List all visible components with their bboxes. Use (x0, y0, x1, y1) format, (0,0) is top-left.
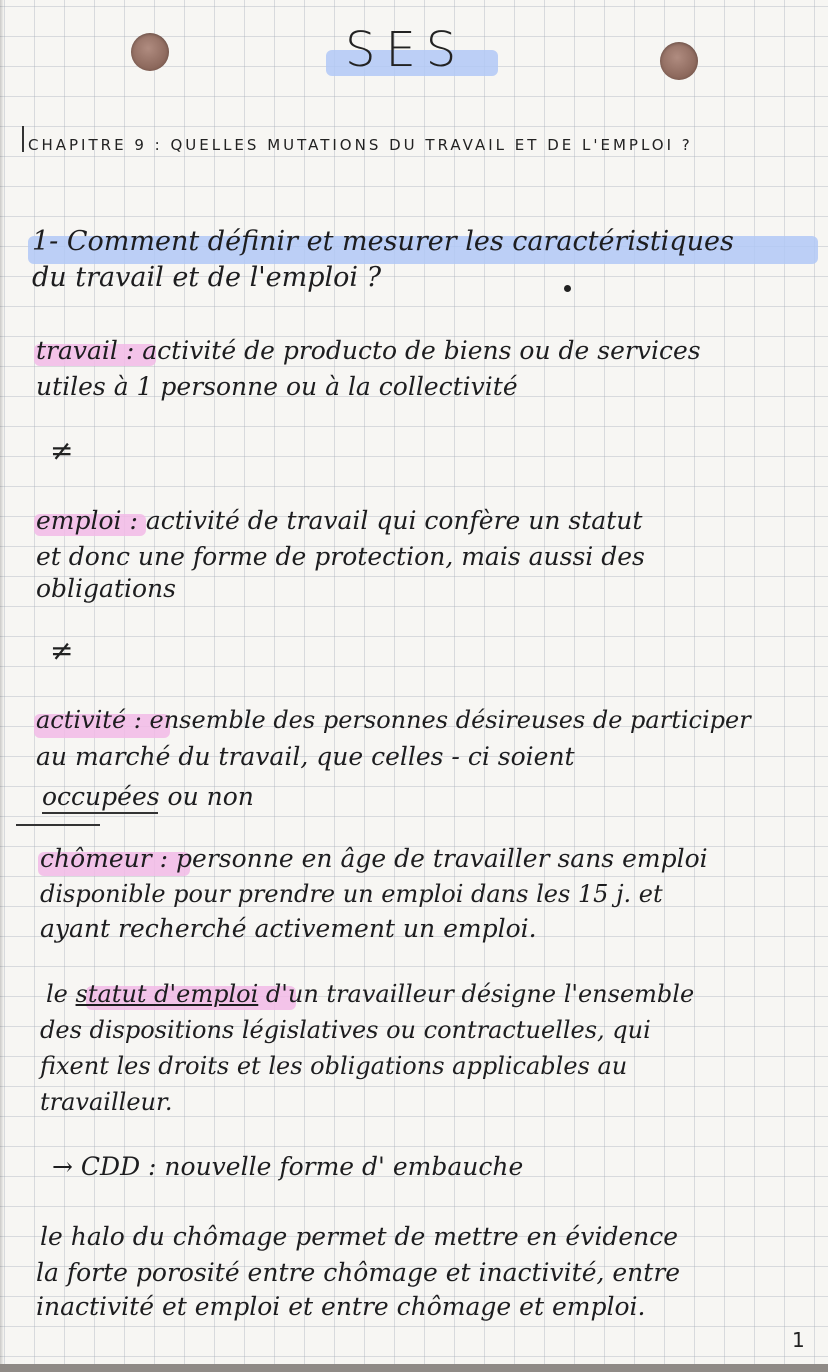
travail-definition-line-1 (36, 336, 701, 365)
chomeur-definition-line-2: disponible pour prendre un emploi dans les 15 j. et (40, 880, 663, 908)
term-chomeur: chômeur (40, 844, 152, 873)
emploi-definition-line-3: obligations (36, 574, 176, 603)
halo-line-2: la forte porosité entre chômage et inactivité, entre (36, 1258, 681, 1287)
binder-hole-left (131, 33, 169, 71)
statut-definition-text: d'un travailleur désigne l'ensemble (265, 980, 695, 1008)
statut-definition-line-4: travailleur. (40, 1088, 173, 1116)
activite-definition-line-2: au marché du travail, que celles - ci soient (36, 742, 575, 771)
chapter-bar (22, 126, 24, 152)
emploi-definition-line-1 (36, 506, 642, 535)
emploi-definition-line-2: et donc une forme de protection, mais aussi des (36, 542, 645, 571)
binder-hole-right (660, 42, 698, 80)
halo-line-3: inactivité et emploi et entre chômage et emploi. (36, 1292, 646, 1321)
chapter-heading: CHAPITRE 9 : QUELLES MUTATIONS DU TRAVAIL ET DE L'EMPLOI ? (28, 136, 693, 154)
term-travail: travail (36, 336, 118, 365)
activite-definition-text: : ensemble des personnes désireuses de participer (133, 706, 751, 734)
activite-definition-line-1 (36, 706, 751, 734)
bullet-dot (564, 285, 571, 292)
emploi-definition-text: : activité de travail qui confère un statut (129, 506, 643, 535)
chomeur-definition-text: : personne en âge de travailler sans emploi (159, 844, 708, 873)
term-statut-emploi: statut d'emploi (75, 980, 259, 1008)
travail-definition-line-2: utiles à 1 personne ou à la collectivité (36, 372, 518, 401)
page-title: SES (345, 22, 467, 78)
statut-definition-line-1 (46, 980, 694, 1008)
page-edge-shadow (0, 0, 4, 1372)
cdd-note: → CDD : nouvelle forme d' embauche (52, 1152, 524, 1181)
travail-definition-text: : activité de producto de biens ou de services (125, 336, 701, 365)
halo-line-1: le halo du chômage permet de mettre en évidence (40, 1222, 679, 1251)
chomeur-definition-line-3: ayant recherché activement un emploi. (40, 914, 537, 943)
term-activite: activité (36, 706, 127, 734)
section-title-line-2: du travail et de l'emploi ? (32, 262, 382, 293)
statut-definition-line-3: fixent les droits et les obligations applicables au (40, 1052, 628, 1080)
term-emploi: emploi (36, 506, 122, 535)
occupees-underline (42, 812, 158, 814)
statut-definition-line-2: des dispositions législatives ou contractuelles, qui (40, 1016, 651, 1044)
chomeur-definition-line-1 (40, 844, 708, 873)
activite-definition-line-3: occupées ou non (42, 782, 254, 811)
statut-prefix: le (46, 980, 68, 1008)
page-bottom-edge (0, 1364, 828, 1372)
not-equal-symbol-2: ≠ (50, 634, 74, 667)
section-title-line-1: 1- Comment définir et mesurer les caractéristiques (32, 226, 734, 257)
not-equal-symbol-1: ≠ (50, 434, 74, 467)
page-number: 1 (792, 1328, 805, 1352)
separator-line (16, 824, 100, 826)
